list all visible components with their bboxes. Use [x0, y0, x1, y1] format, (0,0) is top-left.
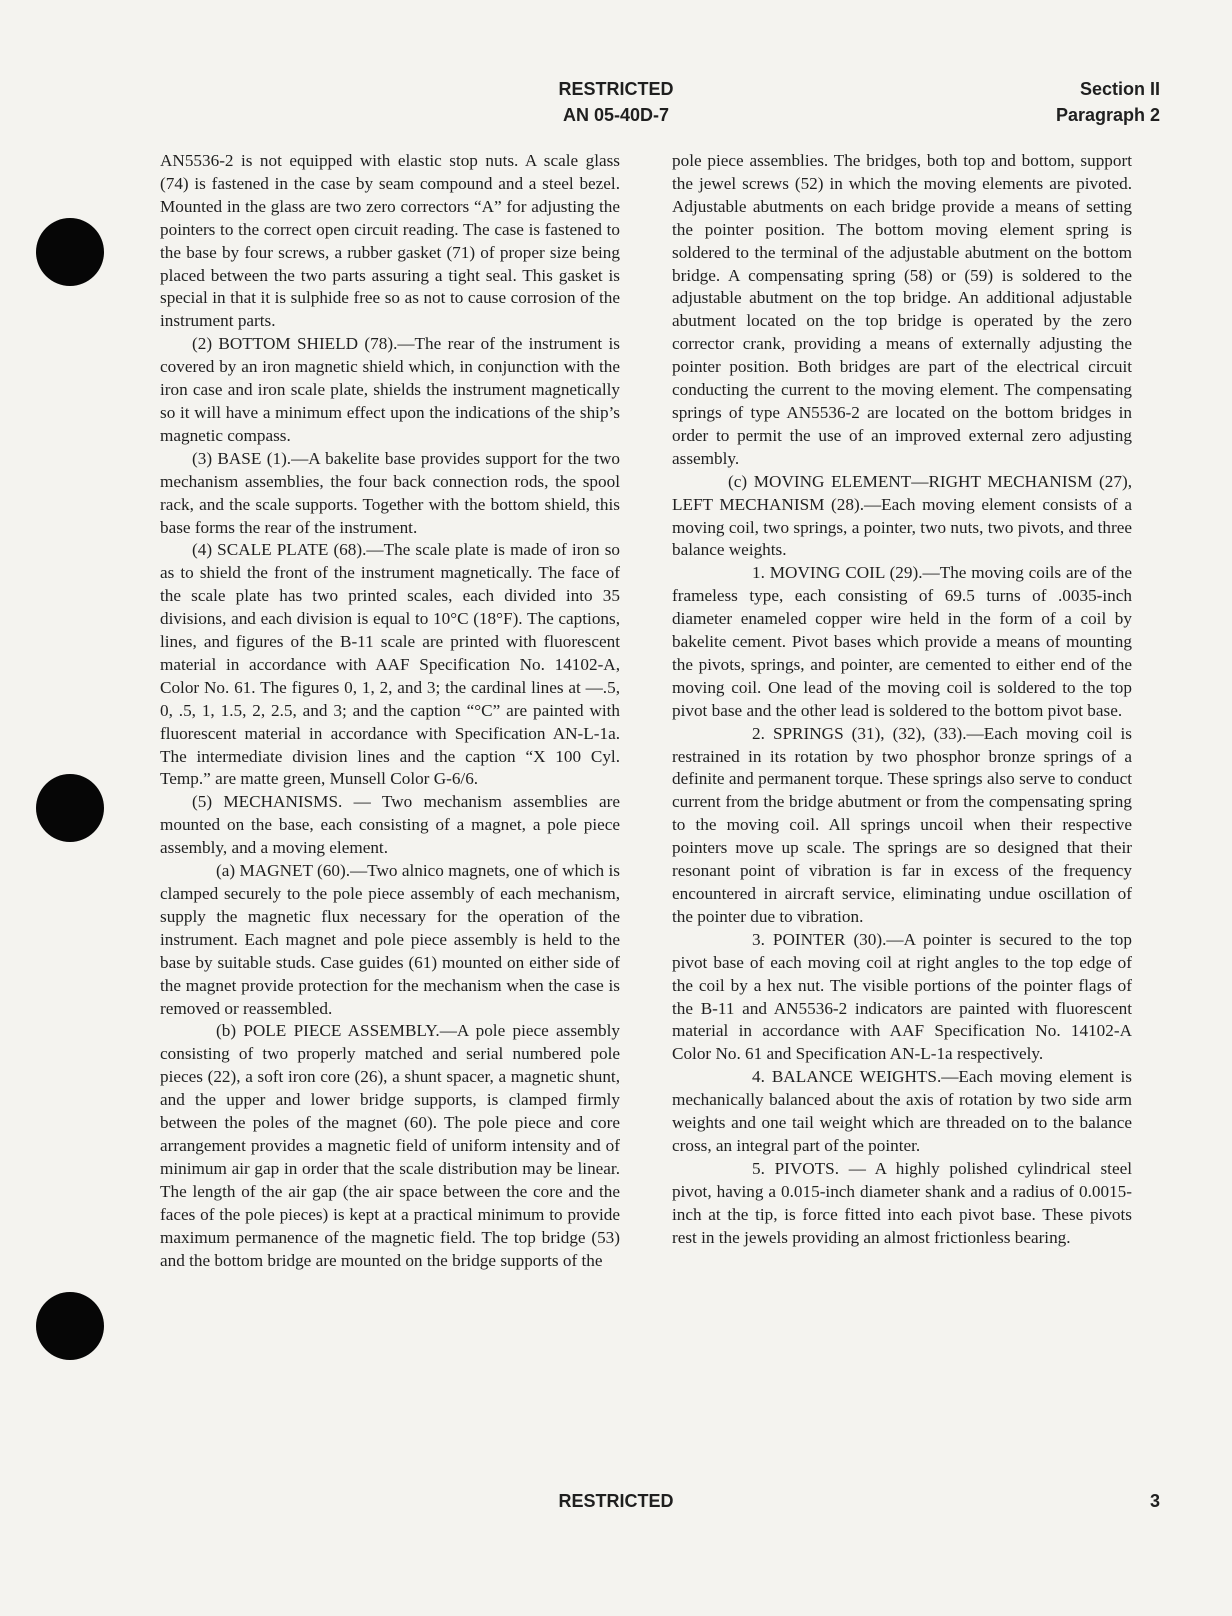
paragraph-pointer: 3. POINTER (30).—A pointer is secured to the top pivot base of each moving coil at right angles to the top edge of the coil by a hex nut. The visible portions of the pointer flags of the B-11 and AN5536-2 indicators are painted with fluorescent material in accordance with AAF Specification No. 14102-A Color No. 61 and Specification AN-L-1a respectively.	[672, 929, 1132, 1064]
header-paragraph: Paragraph 2	[1055, 105, 1160, 125]
paragraph-springs: 2. SPRINGS (31), (32), (33).—Each moving coil is restrained in its rotation by two phosphor bronze springs of a definite and permanent torque. These springs also serve to conduct current from the bridge abutment or from the compensating spring to the moving coil. All springs uncoil when their respective pointers move up scale. The springs are so designed that their resonant point of vibration is far in excess of the frequency encountered in aircraft service, eliminating undue oscillation of the pointer due to vibration.	[672, 723, 1132, 926]
footer-classification: RESTRICTED	[558, 1491, 674, 1511]
paragraph-moving-coil: 1. MOVING COIL (29).—The moving coils are of the frameless type, each consisting of 69.5 turns of .0035-inch diameter enameled copper wire held in the form of a coil by bakelite cement. Pivot bases which provide a means of mounting the pivots, springs, and pointer, are cemented to either end of the moving coil. One lead of the moving coil is soldered to the top pivot base and the other lead is soldered to the bottom pivot base.	[672, 563, 1132, 720]
binder-hole-bottom	[36, 1292, 104, 1360]
header-classification: RESTRICTED	[558, 79, 674, 99]
paragraph-magnet: (a) MAGNET (60).—Two alnico magnets, one of which is clamped securely to the pole piece assembly of each mechanism, supply the magnetic flux necessary for the operation of the instrument. Each magnet and pole piece assembly is held to the base by suitable studs. Case guides (61) mounted on either side of the magnet provide protection for the mechanism when the case is removed or reassembled.	[160, 861, 620, 1018]
paragraph-mechanisms: (5) MECHANISMS. — Two mechanism assemblies are mounted on the base, each consisting of a magnet, a pole piece assembly, and a moving element.	[160, 792, 620, 858]
paragraph-pole-piece-assembly: (b) POLE PIECE ASSEMBLY.—A pole piece assembly consisting of two properly matched and serial numbered pole pieces (22), a soft iron core (26), a shunt spacer, a magnetic shunt, and the upper and lower bridge supports, is clamped firmly between the poles of the magnet (60). The pole piece and core arrangement provides a magnetic field of uniform intensity and of minimum air gap in order that the scale distribution may be linear. The length of the air gap (the air space between the core and the faces of the pole pieces) is kept at a practical minimum to provide maximum permanence of the magnetic field. The top bridge (53) and the bottom bridge are mounted on the bridge supports of the	[160, 1021, 620, 1270]
page-header-right	[1056, 76, 1160, 128]
paragraph-balance-weights: 4. BALANCE WEIGHTS.—Each moving element is mechanically balanced about the axis of rotation by two side arm weights and one tail weight which are threaded on to the balance cross, an integral part of the pointer.	[672, 1067, 1132, 1155]
paragraph-bridges-continued: pole piece assemblies. The bridges, both top and bottom, support the jewel screws (52) in which the moving elements are pivoted. Adjustable abutments on each bridge provide a means of setting the pointer position. The bottom moving element spring is soldered to the terminal of the adjustable abutment on the bottom bridge. A compensating spring (58) or (59) is soldered to the adjustable abutment on the top bridge. An additional adjustable abutment located on the top bridge is operated by the zero corrector crank, providing a means of externally adjusting the pointer position. Both bridges are part of the electrical circuit conducting the current to the moving element. The compensating springs of type AN5536-2 are located on the bottom bridges in order to permit the use of an improved external zero adjusting assembly.	[672, 151, 1132, 468]
page-number: 3	[1149, 1491, 1160, 1511]
header-section: Section II	[1079, 79, 1160, 99]
binder-hole-middle	[36, 774, 104, 842]
paragraph-moving-element: (c) MOVING ELEMENT—RIGHT MECHANISM (27), LEFT MECHANISM (28).—Each moving element consists of a moving coil, two springs, a pointer, two nuts, two pivots, and three balance weights.	[672, 471, 1132, 560]
paragraph-case-continued: AN5536-2 is not equipped with elastic stop nuts. A scale glass (74) is fastened in the case by seam compound and a steel bezel. Mounted in the glass are two zero correctors “A” for adjusting the pointers to the correct open circuit reading. The case is fastened to the base by four screws, a rubber gasket (71) of proper size being placed between the two parts assuring a tight seal. This gasket is special in that it is sulphide free so as not to cause corrosion of the instrument parts.	[160, 151, 620, 331]
left-column	[160, 150, 620, 1272]
paragraph-bottom-shield: (2) BOTTOM SHIELD (78).—The rear of the instrument is covered by an iron magnetic shield which, in conjunction with the iron case and iron scale plate, shields the instrument magnetically so it will have a minimum effect upon the indications of the ship’s magnetic compass.	[160, 334, 620, 445]
paragraph-pivots: 5. PIVOTS. — A highly polished cylindrical steel pivot, having a 0.015-inch diameter shank and a radius of 0.0015-inch at the tip, is force fitted into each pivot base. These pivots rest in the jewels providing an almost frictionless bearing.	[672, 1158, 1132, 1247]
binder-hole-top	[36, 218, 104, 286]
paragraph-base: (3) BASE (1).—A bakelite base provides support for the two mechanism assemblies, the four back connection rods, the spool rack, and the scale supports. Together with the bottom shield, this base forms the rear of the instrument.	[160, 448, 620, 537]
page-header-center	[0, 76, 1232, 128]
header-doc-number: AN 05-40D-7	[562, 105, 670, 125]
right-column	[672, 150, 1132, 1250]
paragraph-scale-plate: (4) SCALE PLATE (68).—The scale plate is made of iron so as to shield the front of the instrument magnetically. The face of the scale plate has two printed scales, each divided into 35 divisions, and each division is equal to 10°C (18°F). The captions, lines, and figures of the B-11 scale are printed with fluorescent material in accordance with AAF Specification No. 14102-A, Color No. 61. The figures 0, 1, 2, and 3; the cardinal lines at —.5, 0, .5, 1, 1.5, 2, 2.5, and 3; and the caption “°C” are painted with fluorescent material in accordance with Specification AN-L-1a. The intermediate division lines and the caption “X 100 Cyl. Temp.” are matte green, Munsell Color G-6/6.	[160, 540, 620, 789]
